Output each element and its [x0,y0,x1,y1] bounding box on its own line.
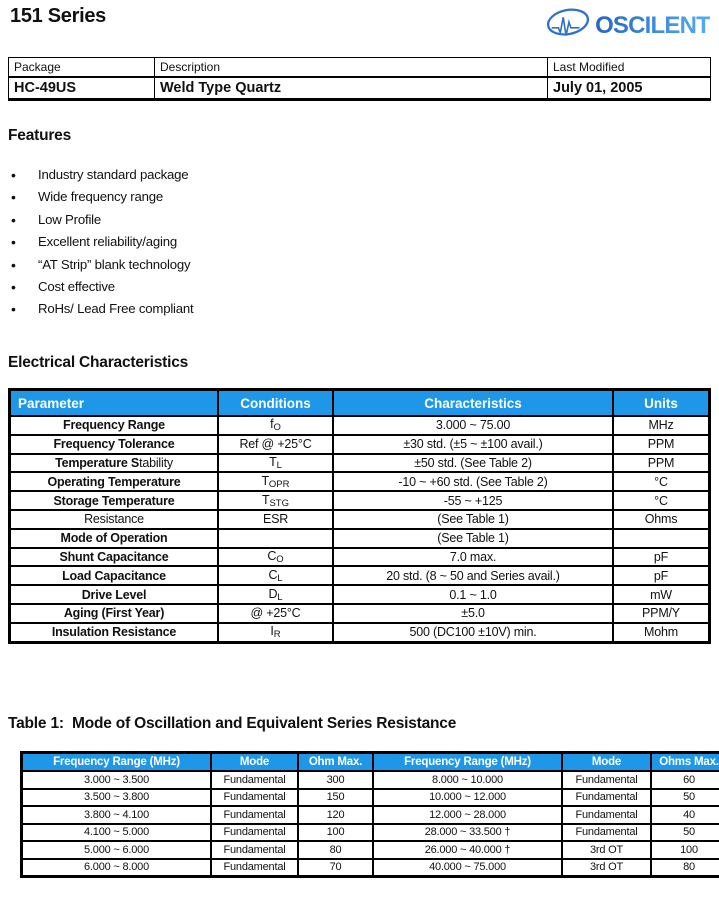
conditions-cell [218,566,333,585]
parameter-cell [10,416,219,435]
parameter-cell [10,472,219,491]
freq-range-1-cell: 5.000 ~ 6.000 [22,841,212,859]
ohms-max-cell: 40 [651,806,719,824]
subscript-text: L [277,572,283,584]
mode-2-cell: Fundamental [562,771,651,789]
bold-text: Frequency Range [63,418,165,433]
info-header-description: Description [155,58,548,78]
bold-text: Frequency Tolerance [53,437,175,452]
subscript-text: L [276,459,282,471]
characteristics-cell: (See Table 1) [333,510,613,529]
freq-range-1-cell: 3.800 ~ 4.100 [22,806,212,824]
units-cell: mW [613,585,710,604]
conditions-cell [218,454,333,473]
plain-text: Resistance [84,512,144,527]
mode-1-cell: Fundamental [211,824,298,842]
plain-text: f [270,417,274,432]
ohms-max-cell: 60 [651,771,719,789]
units-cell: pF [613,566,710,585]
plain-text: @ +25°C [250,606,301,621]
units-cell: °C [613,472,710,491]
plain-text: C [268,567,278,582]
ohms-max-cell: 80 [651,859,719,877]
package-info-table [8,57,711,101]
t1-header-freq-range-2: Frequency Range (MHz) [373,753,562,772]
parameter-cell [10,491,219,510]
table1-heading: Table 1: Mode of Oscillation and Equivalent Series Resistance [8,715,457,732]
ohm-max-cell: 120 [298,806,373,824]
freq-range-2-cell: 40.000 ~ 75.000 [373,859,562,877]
units-cell: MHz [613,416,710,435]
plain-text: D [268,586,278,601]
parameter-cell [10,510,219,529]
t1-header-ohms-max: Ohms Max. [651,753,719,772]
oscilent-ellipse-pulse-icon [544,6,592,45]
table-row [10,491,710,510]
mode-esr-table [20,751,719,878]
table-row [10,472,710,491]
info-header-row [9,58,711,78]
parameter-cell [10,454,219,473]
mode-1-cell: Fundamental [211,806,298,824]
characteristics-cell: ±50 std. (See Table 2) [333,454,613,473]
bold-text: Shunt Capacitance [59,549,169,564]
ec-header-characteristics: Characteristics [333,390,613,417]
feature-item: • Wide frequency range [8,186,194,208]
subscript-text: O [276,553,284,565]
conditions-cell [218,416,333,435]
table-row [10,454,710,473]
oscilent-wordmark: OSCILENT [595,11,710,39]
parameter-cell [10,623,219,642]
table-row [10,416,710,435]
t1-header-ohm-max: Ohm Max. [298,753,373,772]
bold-text: Drive Level [81,587,147,602]
conditions-cell [218,435,333,454]
t1-header-row [22,753,719,772]
ec-header-row [10,390,710,417]
features-list [8,164,194,321]
mode-1-cell: Fundamental [211,859,298,877]
plain-text: I [270,624,274,639]
ec-header-parameter: Parameter [10,390,219,417]
feature-item: • Excellent reliability/aging [8,231,194,253]
parameter-cell [10,604,219,623]
plain-text: Ref @ +25°C [239,437,312,452]
ohm-max-cell: 70 [298,859,373,877]
table-row [10,510,710,529]
characteristics-cell: (See Table 1) [333,529,613,548]
description-value: Weld Type Quartz [155,77,548,100]
electrical-characteristics-table [8,388,711,644]
characteristics-cell: -55 ~ +125 [333,491,613,510]
bold-text: Operating Temperature [47,474,181,489]
ohm-max-cell: 100 [298,824,373,842]
t1-header-mode-1: Mode [211,753,298,772]
table-row [10,435,710,454]
units-cell: PPM/Y [613,604,710,623]
info-data-row [9,77,711,100]
table-row [22,824,719,842]
units-cell: Mohm [613,623,710,642]
ec-header-conditions: Conditions [218,390,333,417]
plain-text: T [269,454,277,469]
mode-2-cell: Fundamental [562,824,651,842]
feature-item: • “AT Strip” blank technology [8,254,194,276]
parameter-cell [10,529,219,548]
features-heading: Features [8,127,72,144]
info-header-last-modified: Last Modified [548,58,711,78]
electrical-heading: Electrical Characteristics [8,354,189,371]
freq-range-2-cell: 26.000 ~ 40.000 † [373,841,562,859]
table-row [22,789,719,807]
conditions-cell [218,585,333,604]
units-cell: PPM [613,454,710,473]
plain-text: T [262,492,270,507]
conditions-cell [218,604,333,623]
units-cell: PPM [613,435,710,454]
feature-item: • Low Profile [8,209,194,231]
freq-range-2-cell: 8.000 ~ 10.000 [373,771,562,789]
characteristics-cell: ±5.0 [333,604,613,623]
t1-header-mode-2: Mode [562,753,651,772]
page-title: 151 Series [10,5,106,27]
ohms-max-cell: 50 [651,824,719,842]
subscript-text: R [273,629,281,641]
characteristics-cell: 7.0 max. [333,548,613,567]
ohms-max-cell: 100 [651,841,719,859]
characteristics-cell: -10 ~ +60 std. (See Table 2) [333,472,613,491]
info-header-package: Package [9,58,155,78]
parameter-cell [10,548,219,567]
ohm-max-cell: 80 [298,841,373,859]
ohms-max-cell: 50 [651,789,719,807]
mode-2-cell: Fundamental [562,789,651,807]
table-row [10,548,710,567]
package-value: HC-49US [9,77,155,100]
parameter-cell [10,435,219,454]
bold-text: Load Capacitance [62,568,166,583]
plain-text: C [267,548,277,563]
last-modified-value: July 01, 2005 [548,77,711,100]
ec-header-units: Units [613,390,710,417]
bold-text: Storage Temperature [53,493,175,508]
table-row [22,771,719,789]
parameter-cell [10,585,219,604]
characteristics-cell: 20 std. (8 ~ 50 and Series avail.) [333,566,613,585]
characteristics-cell: 500 (DC100 ±10V) min. [333,623,613,642]
plain-text: T [261,473,269,488]
units-cell: °C [613,491,710,510]
freq-range-1-cell: 3.500 ~ 3.800 [22,789,212,807]
table-row [10,566,710,585]
conditions-cell [218,623,333,642]
mode-1-cell: Fundamental [211,771,298,789]
subscript-text: L [277,591,283,603]
characteristics-cell: ±30 std. (±5 ~ ±100 avail.) [333,435,613,454]
units-cell: pF [613,548,710,567]
table-row [10,604,710,623]
plain-text: ESR [262,512,289,527]
t1-header-freq-range-1: Frequency Range (MHz) [22,753,212,772]
feature-item: • Industry standard package [8,164,194,186]
freq-range-1-cell: 4.100 ~ 5.000 [22,824,212,842]
subscript-text: STG [269,497,289,509]
freq-range-2-cell: 12.000 ~ 28.000 [373,806,562,824]
feature-item: • RoHs/ Lead Free compliant [8,298,194,320]
characteristics-cell: 3.000 ~ 75.00 [333,416,613,435]
freq-range-1-cell: 3.000 ~ 3.500 [22,771,212,789]
freq-range-2-cell: 10.000 ~ 12.000 [373,789,562,807]
subscript-text: O [273,422,281,434]
table-row [10,529,710,548]
bold-text: Mode of Operation [60,531,168,546]
table-row [22,806,719,824]
conditions-cell [218,548,333,567]
parameter-cell [10,566,219,585]
conditions-cell [218,510,333,529]
mode-2-cell: 3rd OT [562,859,651,877]
subscript-text: OPR [268,478,290,490]
ohm-max-cell: 150 [298,789,373,807]
units-cell: Ohms [613,510,710,529]
bold-text: Aging (First Year) [63,606,165,621]
ohm-max-cell: 300 [298,771,373,789]
units-cell [613,529,710,548]
conditions-cell [218,491,333,510]
table-row [10,585,710,604]
bold-text: Insulation Resistance [51,625,177,640]
feature-item: • Cost effective [8,276,194,298]
bold-text: Temperature S [55,455,140,470]
conditions-cell [218,472,333,491]
oscilent-logo [544,6,710,45]
characteristics-cell: 0.1 ~ 1.0 [333,585,613,604]
table-row [10,623,710,642]
conditions-cell [218,529,333,548]
mode-2-cell: Fundamental [562,806,651,824]
plain-text: tability [139,455,173,470]
freq-range-2-cell: 28.000 ~ 33.500 † [373,824,562,842]
table-row [22,859,719,877]
freq-range-1-cell: 6.000 ~ 8.000 [22,859,212,877]
mode-1-cell: Fundamental [211,841,298,859]
mode-2-cell: 3rd OT [562,841,651,859]
table-row [22,841,719,859]
mode-1-cell: Fundamental [211,789,298,807]
